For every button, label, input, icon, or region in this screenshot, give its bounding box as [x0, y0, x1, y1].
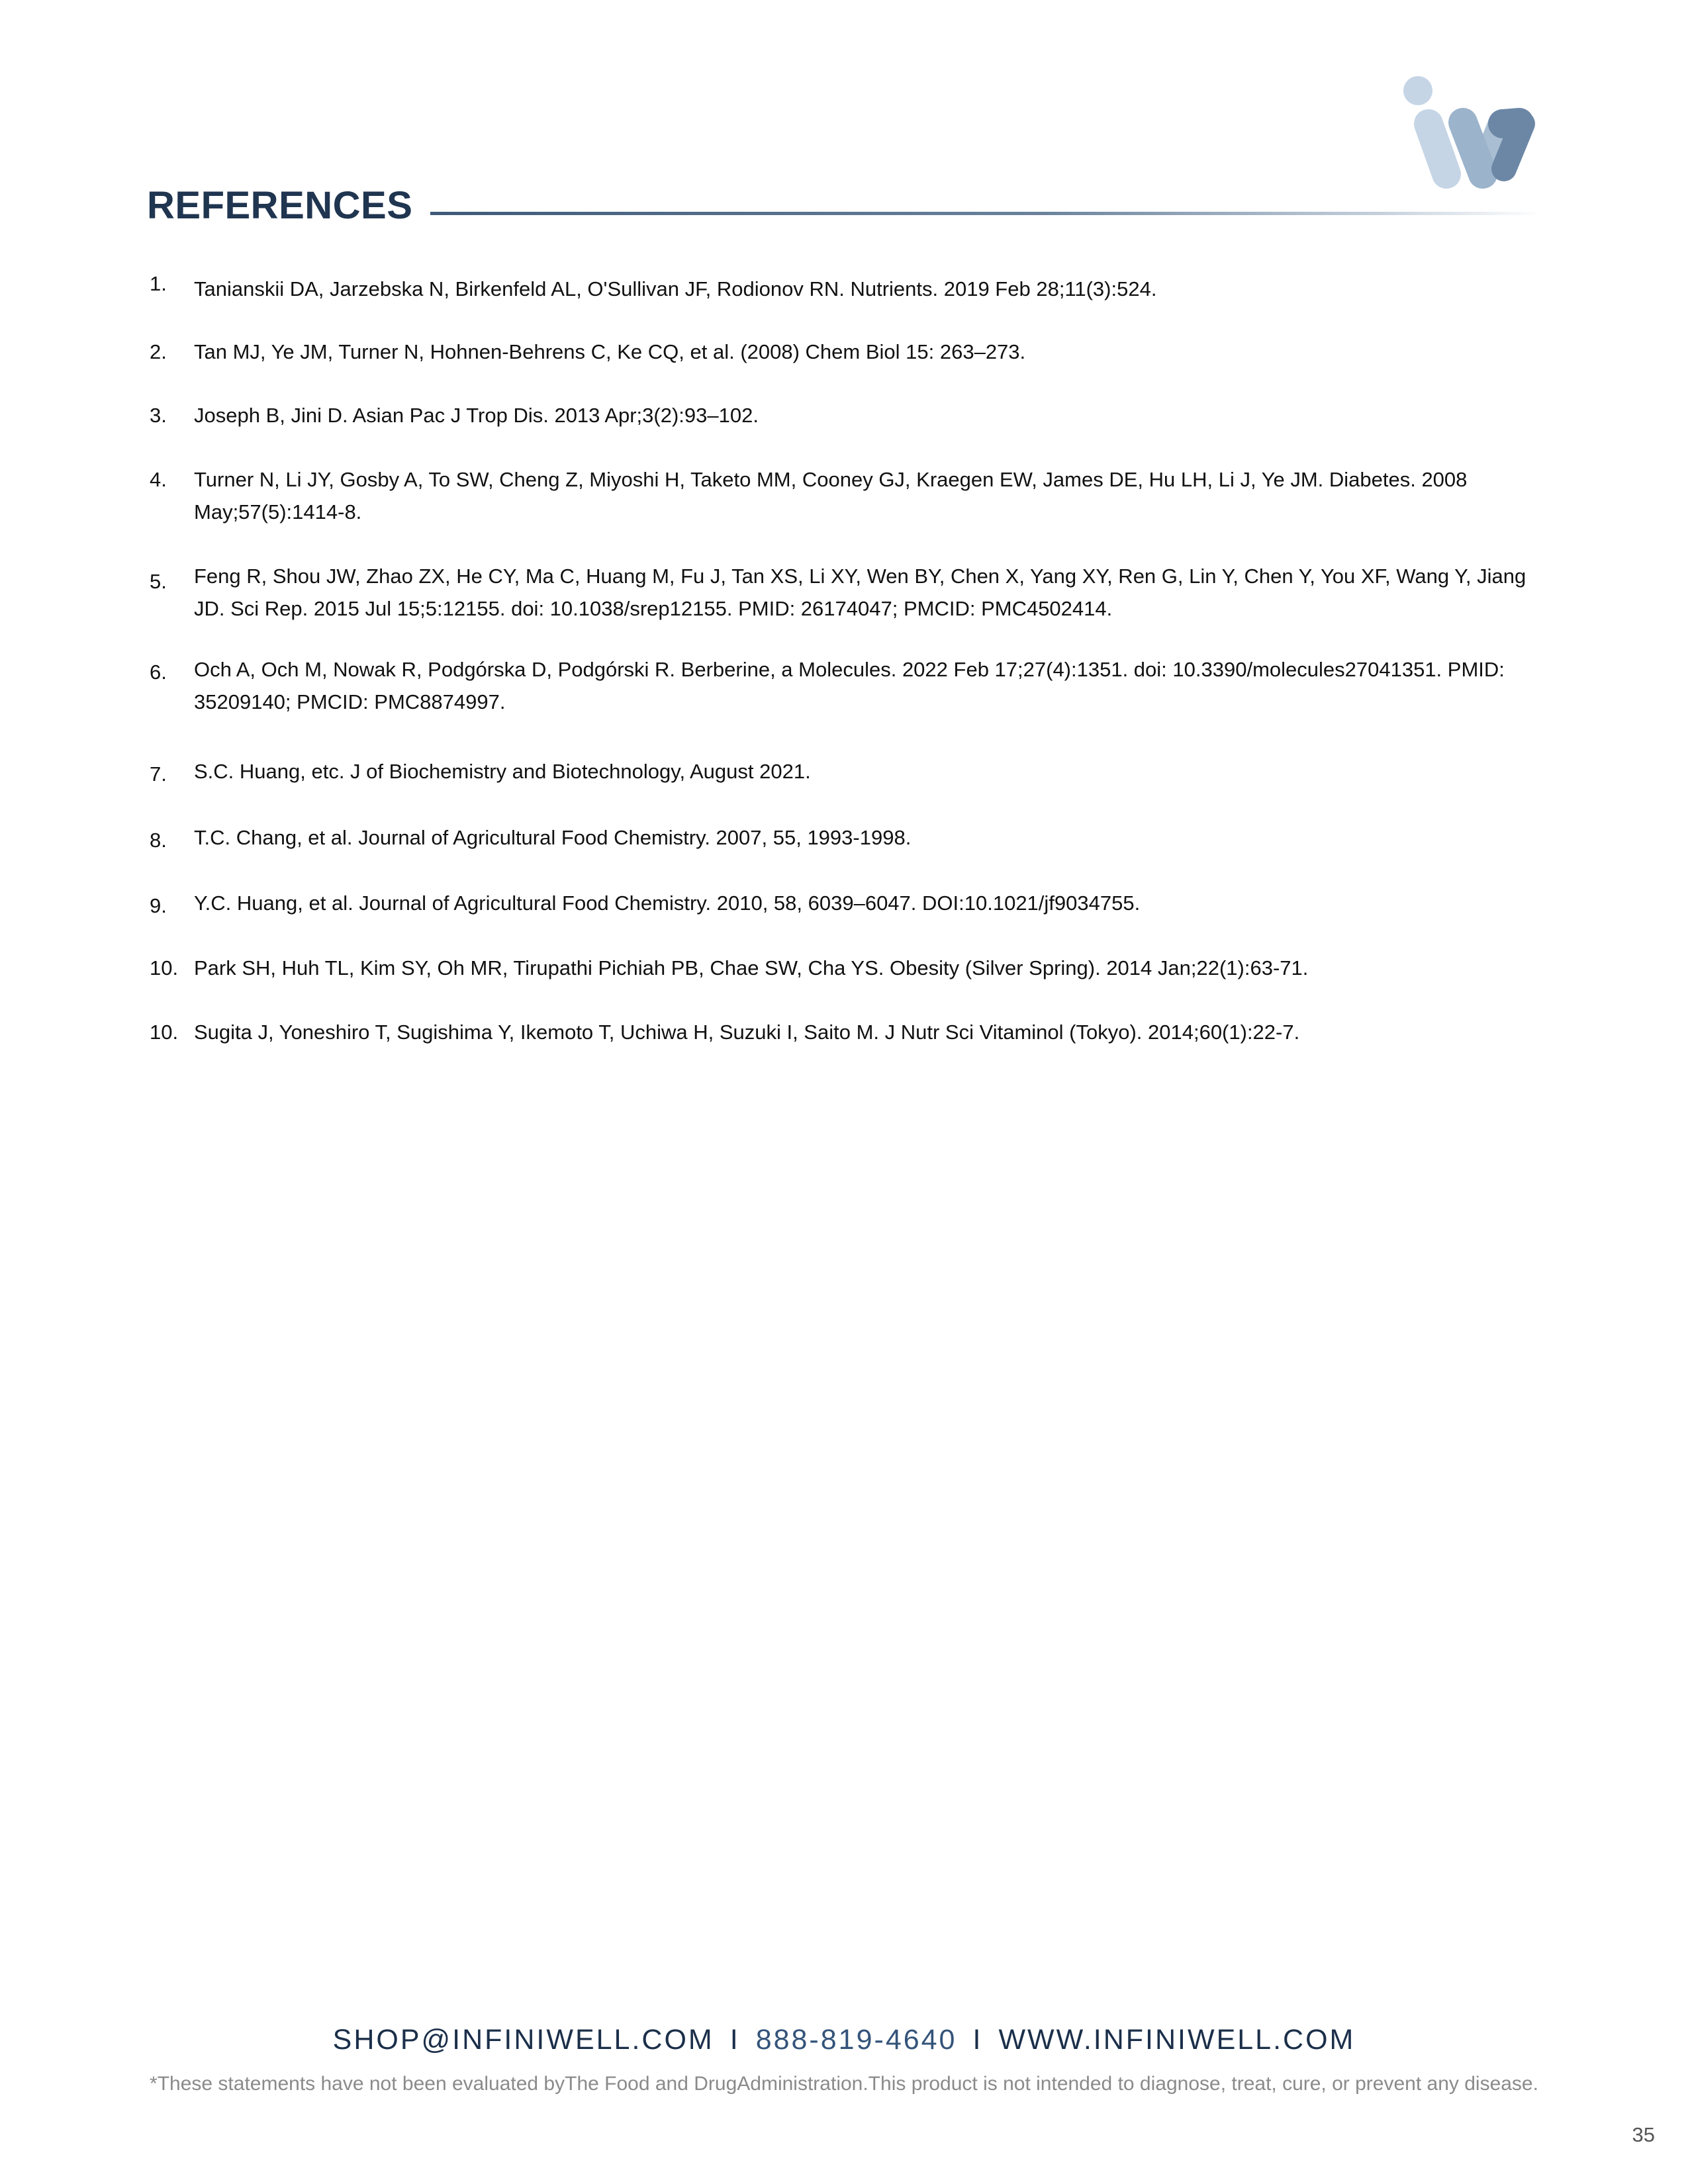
logo-dot — [1403, 76, 1432, 105]
logo-stroke-light — [1429, 124, 1446, 174]
reference-text: Tanianskii DA, Jarzebska N, Birkenfeld AL, O'Sullivan JF, Rodionov RN. Nutrients. 2019 Feb 28;11(3):524. — [194, 277, 1157, 300]
infiniwell-logo-icon — [1397, 69, 1542, 195]
reference-number: 6. — [150, 660, 167, 684]
reference-text: Feng R, Shou JW, Zhao ZX, He CY, Ma C, Huang M, Fu J, Tan XS, Li XY, Wen BY, Chen X, Yang XY, Ren G, Lin Y, Chen Y, You XF, Wang Y, Jiang JD. Sci Rep. 2015 Jul 15;5:12155. doi: 10.1038/srep12155. PMID: 26174047; PMCID: PMC4502414. — [194, 565, 1526, 620]
reference-number: 3. — [150, 404, 167, 427]
reference-text: Tan MJ, Ye JM, Turner N, Hohnen-Behrens C, Ke CQ, et al. (2008) Chem Biol 15: 263–273. — [194, 340, 1026, 363]
page-number: 35 — [1632, 2123, 1655, 2146]
reference-item — [150, 336, 1540, 368]
reference-number: 10. — [150, 956, 179, 979]
contact-separator: I — [972, 2024, 983, 2056]
reference-number: 9. — [150, 894, 167, 917]
reference-item — [150, 560, 1540, 625]
reference-number: 2. — [150, 340, 167, 363]
title-divider — [430, 212, 1542, 215]
website-link[interactable]: WWW.INFINIWELL.COM — [998, 2024, 1356, 2056]
contact-separator: I — [729, 2024, 740, 2056]
reference-number: 8. — [150, 829, 167, 852]
fda-disclaimer: *These statements have not been evaluated byThe Food and DrugAdministration.This product is not intended to diagnose, treat, cure, or prevent any disease. — [150, 2073, 1538, 2095]
reference-item — [150, 399, 1540, 432]
reference-text: Y.C. Huang, et al. Journal of Agricultural Food Chemistry. 2010, 58, 6039–6047. DOI:10.1021/jf9034755. — [194, 891, 1141, 915]
reference-text: Joseph B, Jini D. Asian Pac J Trop Dis. 2013 Apr;3(2):93–102. — [194, 404, 759, 427]
reference-item — [150, 952, 1540, 984]
reference-item — [150, 463, 1540, 528]
phone-link[interactable]: 888-819-4640 — [755, 2024, 957, 2056]
reference-text: Sugita J, Yoneshiro T, Sugishima Y, Ikemoto T, Uchiwa H, Suzuki I, Saito M. J Nutr Sci Vitaminol (Tokyo). 2014;60(1):22-7. — [194, 1021, 1300, 1044]
reference-item — [150, 653, 1540, 718]
reference-text: T.C. Chang, et al. Journal of Agricultural Food Chemistry. 2007, 55, 1993-1998. — [194, 826, 912, 849]
reference-item — [150, 273, 1540, 305]
contact-line — [0, 2024, 1688, 2056]
reference-text: S.C. Huang, etc. J of Biochemistry and Biotechnology, August 2021. — [194, 760, 811, 783]
email-link[interactable]: SHOP@INFINIWELL.COM — [332, 2024, 714, 2056]
reference-number: 5. — [150, 570, 167, 593]
reference-item — [150, 887, 1540, 919]
reference-text: Park SH, Huh TL, Kim SY, Oh MR, Tirupathi Pichiah PB, Chae SW, Cha YS. Obesity (Silver Spring). 2014 Jan;22(1):63-71. — [194, 956, 1309, 979]
reference-number: 10. — [150, 1021, 179, 1044]
reference-item — [150, 1016, 1540, 1048]
reference-text: Och A, Och M, Nowak R, Podgórska D, Podgórski R. Berberine, a Molecules. 2022 Feb 17;27(4):1351. doi: 10.3390/molecules27041351. PMID: 35209140; PMCID: PMC8874997. — [194, 658, 1505, 713]
reference-text: Turner N, Li JY, Gosby A, To SW, Cheng Z, Miyoshi H, Taketo MM, Cooney GJ, Kraegen EW, James DE, Hu LH, Li J, Ye JM. Diabetes. 2008 May;57(5):1414-8. — [194, 468, 1468, 523]
reference-number: 7. — [150, 762, 167, 786]
reference-number: 4. — [150, 468, 167, 491]
logo-stroke-dark-tail — [1504, 124, 1523, 169]
page-title: REFERENCES — [147, 184, 413, 227]
reference-number: 1. — [150, 272, 167, 295]
reference-item — [150, 755, 1540, 788]
reference-item — [150, 821, 1540, 854]
